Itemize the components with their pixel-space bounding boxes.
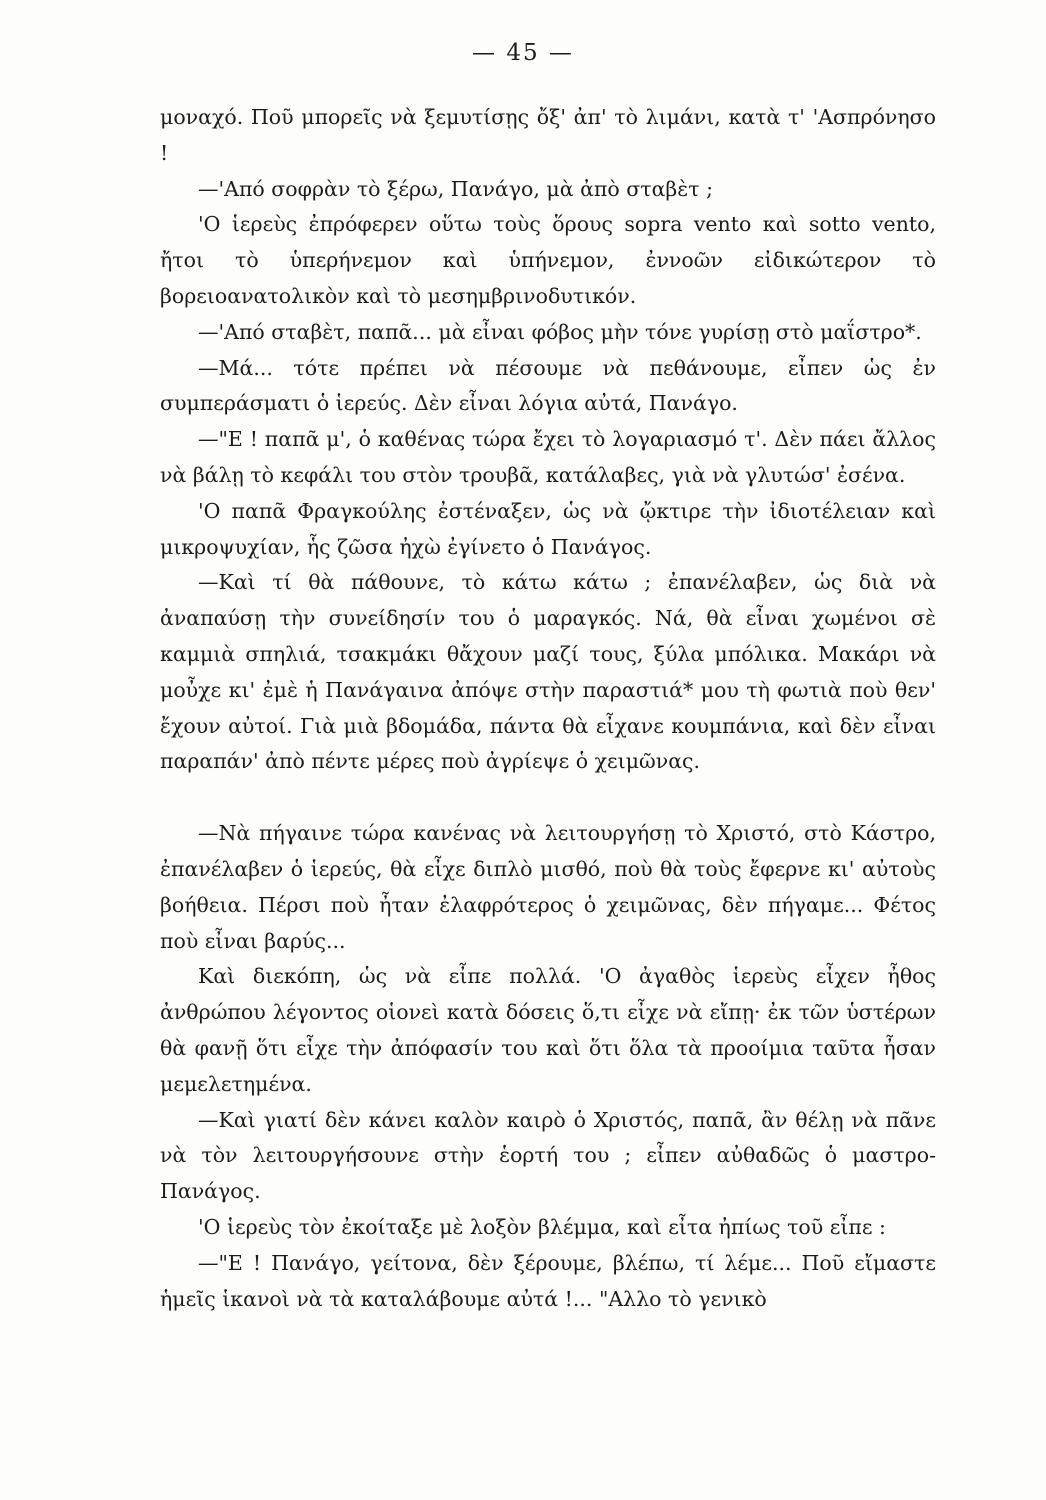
paragraph-6: —"Ε ! παπᾶ μ', ὁ καθένας τώρα ἔχει τὸ λογαριασμό τ'. Δὲν πάει ἄλλος νὰ βάλῃ τὸ κεφάλι του στὸν τρουβᾶ, κατάλαβες, γιὰ νὰ γλυτώσ' ἐσένα. <box>160 427 936 487</box>
paragraph-11: —Καὶ γιατί δὲν κάνει καλὸν καιρὸ ὁ Χριστός, παπᾶ, ἂν θέλῃ νὰ πᾶνε νὰ τὸν λειτουργήσουνε στὴν ἑορτή του ; εἶπεν αὐθαδῶς ὁ μαστρο-Πανάγος. <box>160 1107 936 1204</box>
section-gap <box>160 780 936 816</box>
paragraph-5: —Μά... τότε πρέπει νὰ πέσουμε νὰ πεθάνουμε, εἶπεν ὡς ἐν συμπεράσματι ὁ ἱερεύς. Δὲν εἶναι λόγια αὐτά, Πανάγο. <box>160 355 936 416</box>
paragraph-10: Καὶ διεκόπη, ὡς νὰ εἶπε πολλά. 'Ο ἀγαθὸς ἱερεὺς εἶχεν ἦθος ἀνθρώπου λέγοντος οἱονεὶ κατὰ δόσεις ὅ,τι εἶχε νὰ εἴπῃ· ἐκ τῶν ὑστέρων θὰ φανῇ ὅτι εἶχε τὴν ἀπόφασίν του καὶ ὅτι ὅλα τὰ προοίμια ταῦτα ἦσαν μεμελετημένα. <box>160 964 936 1096</box>
body-text <box>160 100 936 1317</box>
paragraph-13: —"Ε ! Πανάγο, γείτονα, δὲν ξέρουμε, βλέπω, τί λέμε... Ποῦ εἴμαστε ἡμεῖς ἱκανοὶ νὰ τὰ καταλάβουμε αὐτά !... "Αλλο τὸ γενικὸ <box>160 1250 936 1311</box>
paragraph-3: 'Ο ἱερεὺς ἐπρόφερεν οὕτω τοὺς ὅρους sopra vento καὶ sotto vento, ἤτοι τὸ ὑπερήνεμον καὶ ὑπήνεμον, ἐννοῶν εἰδικώτερον τὸ βορειοανατολικὸν καὶ τὸ μεσημβρινοδυτικόν. <box>160 212 936 308</box>
paragraph-12: 'Ο ἱερεὺς τὸν ἐκοίταξε μὲ λοξὸν βλέμμα, καὶ εἶτα ἠπίως τοῦ εἶπε : <box>198 1214 886 1239</box>
paragraph-1: μοναχό. Ποῦ μπορεῖς νὰ ξεμυτίσῃς ὄξ' ἀπ' τὸ λιμάνι, κατὰ τ' 'Ασπρόνησο ! <box>160 105 936 165</box>
page-number: — 45 — <box>472 40 574 66</box>
paragraph-8: —Καὶ τί θὰ πάθουνε, τὸ κάτω κάτω ; ἐπανέλαβεν, ὡς διὰ νὰ ἀναπαύσῃ τὴν συνείδησίν του ὁ μαραγκός. Νά, θὰ εἶναι χωμένοι σὲ καμμιὰ σπηλιά, τσακμάκι θἄχουν μαζί τους, ξύλα μπόλικα. Μακάρι νὰ μοὖχε κι' ἐμὲ ἡ Πανάγαινα ἀπόψε στὴν παραστιά* μου τὴ φωτιὰ ποὺ θεν' ἔχουν αὐτοί. Γιὰ μιὰ βδομάδα, πάντα θὰ εἶχανε κουμπάνια, καὶ δὲν εἶναι παραπάν' ἀπὸ πέντε μέρες ποὺ ἀγρίεψε ὁ χειμῶνας. <box>160 570 936 774</box>
paragraph-7: 'Ο παπᾶ Φραγκούλης ἐστέναξεν, ὡς νὰ ᾤκτιρε τὴν ἰδιοτέλειαν καὶ μικροψυχίαν, ἧς ζῶσα ἠχὼ ἐγίνετο ὁ Πανάγος. <box>160 498 936 559</box>
paragraph-9: —Νὰ πήγαινε τώρα κανένας νὰ λειτουργήσῃ τὸ Χριστό, στὸ Κάστρο, ἐπανέλαβεν ὁ ἱερεύς, θὰ εἶχε διπλὸ μισθό, ποὺ θὰ τοὺς ἔφερνε κι' αὐτοὺς βοήθεια. Πέρσι ποὺ ἦταν ἐλαφρότερος ὁ χειμῶνας, δὲν πήγαμε... Φέτος ποὺ εἶναι βαρύς... <box>160 821 936 953</box>
paragraph-2: —'Από σοφρὰν τὸ ξέρω, Πανάγο, μὰ ἀπὸ σταβὲτ ; <box>198 176 714 201</box>
paragraph-4: —'Από σταβὲτ, παπᾶ... μὰ εἶναι φόβος μὴν τόνε γυρίσῃ στὸ μαΐστρο*. <box>198 319 922 344</box>
